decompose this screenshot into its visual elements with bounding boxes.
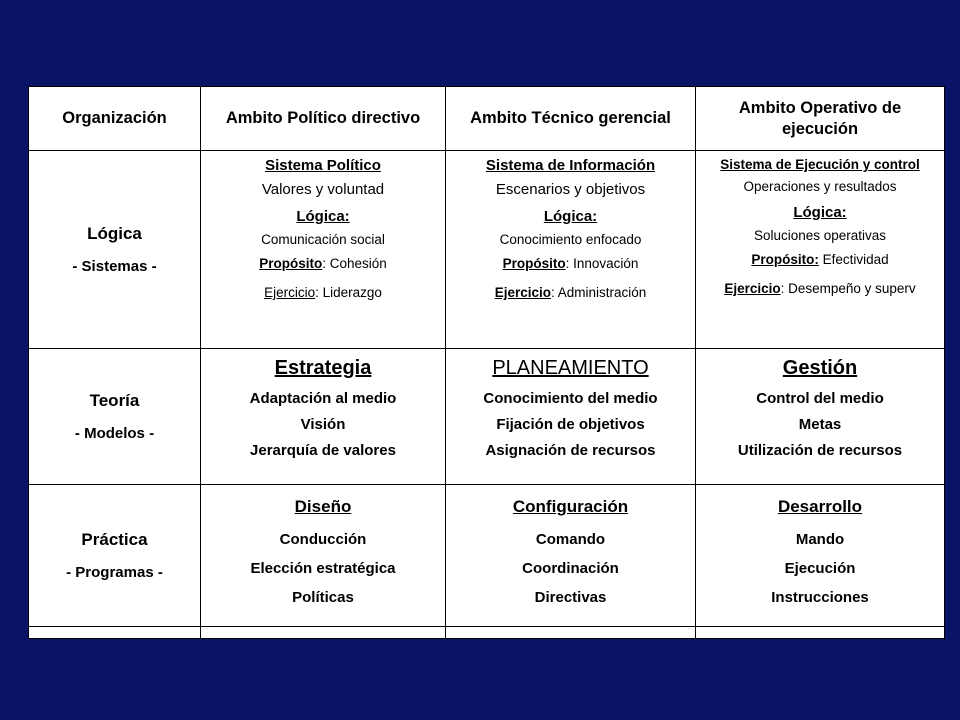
- cell-line: Asignación de recursos: [485, 442, 656, 459]
- cell-line: Metas: [798, 416, 842, 433]
- header-ambito-tecnico: Ambito Técnico gerencial: [446, 87, 696, 151]
- sistemas-row: [29, 151, 945, 349]
- logica-value: Comunicación social: [261, 232, 385, 247]
- ejercicio-line: [205, 285, 441, 300]
- cell-estrategia: [201, 349, 446, 485]
- modelos-row: [29, 349, 945, 485]
- ejercicio-label: Ejercicio: [494, 285, 551, 300]
- row-head-programas: [29, 485, 201, 627]
- cell-configuracion: [446, 485, 696, 627]
- cell-line: Comando: [535, 531, 606, 548]
- proposito-label: Propósito:: [751, 252, 819, 267]
- cell-title: Sistema de Información: [485, 157, 656, 174]
- ejercicio-label: Ejercicio: [264, 285, 316, 300]
- proposito-line: [205, 256, 441, 271]
- proposito-line: [450, 256, 691, 271]
- cell-line: Instrucciones: [771, 589, 869, 606]
- cell-diseno: [201, 485, 446, 627]
- cell-line: Utilización de recursos: [737, 442, 903, 459]
- cell-title: Configuración: [512, 497, 629, 516]
- proposito-value: Efectividad: [818, 252, 889, 267]
- cell-title: Desarrollo: [777, 497, 863, 516]
- cell-line: Operaciones y resultados: [743, 179, 897, 194]
- ejercicio-line: [700, 281, 940, 296]
- cell-sistema-ejecucion: [696, 151, 945, 349]
- cell-line: Escenarios y objetivos: [495, 181, 646, 198]
- cell-line: Conocimiento del medio: [483, 390, 658, 407]
- cell-line: Políticas: [292, 589, 354, 606]
- row-sublabel: - Programas -: [66, 564, 163, 581]
- cell-title: Diseño: [294, 497, 352, 516]
- cell-line: Adaptación al medio: [249, 390, 397, 407]
- cell-planeamiento: [446, 349, 696, 485]
- logica-label: Lógica:: [793, 204, 847, 221]
- row-sublabel: - Sistemas -: [72, 258, 157, 275]
- cell-line: Conducción: [279, 531, 367, 548]
- cell-gestion: [696, 349, 945, 485]
- cell-line: Visión: [300, 416, 346, 433]
- row-head-sistemas: [29, 151, 201, 349]
- logica-value: Conocimiento enfocado: [499, 232, 642, 247]
- empty-cell: [201, 627, 446, 639]
- ejercicio-value: : Administración: [550, 285, 647, 300]
- programas-row: [29, 485, 945, 627]
- row-label: Lógica: [87, 224, 142, 243]
- proposito-value: : Cohesión: [322, 256, 387, 271]
- row-label: Teoría: [89, 391, 140, 410]
- proposito-line: [700, 252, 940, 267]
- cell-line: Coordinación: [522, 560, 619, 577]
- empty-cell: [446, 627, 696, 639]
- header-organizacion: Organización: [29, 87, 201, 151]
- cell-sistema-politico: [201, 151, 446, 349]
- logica-value: Soluciones operativas: [753, 228, 887, 243]
- cell-line: Elección estratégica: [250, 560, 396, 577]
- cell-desarrollo: [696, 485, 945, 627]
- cell-line: Mando: [795, 531, 845, 548]
- cell-line: Ejecución: [784, 560, 856, 577]
- ejercicio-label: Ejercicio: [724, 281, 781, 296]
- header-row: [29, 87, 945, 151]
- cell-line: Fijación de objetivos: [496, 416, 645, 433]
- proposito-value: : Innovación: [565, 256, 639, 271]
- row-sublabel: - Modelos -: [74, 425, 155, 442]
- cell-line: Valores y voluntad: [261, 181, 385, 198]
- cell-title: Sistema Político: [265, 157, 381, 174]
- cell-title: Sistema de Ejecución y control: [720, 157, 920, 172]
- cell-sistema-informacion: [446, 151, 696, 349]
- header-ambito-politico: Ambito Político directivo: [201, 87, 446, 151]
- header-ambito-operativo: Ambito Operativo de ejecución: [696, 87, 945, 151]
- cell-line: Control del medio: [756, 390, 884, 407]
- logica-label: Lógica:: [543, 208, 598, 225]
- empty-cell: [696, 627, 945, 639]
- ejercicio-line: [450, 285, 691, 300]
- ejercicio-value: : Liderazgo: [315, 285, 382, 300]
- empty-cell: [29, 627, 201, 639]
- cell-title: Estrategia: [274, 357, 372, 379]
- row-head-modelos: [29, 349, 201, 485]
- empty-bottom-row: [29, 627, 945, 639]
- cell-title: PLANEAMIENTO: [492, 357, 649, 379]
- logica-label: Lógica:: [296, 208, 350, 225]
- organization-matrix-table: [28, 86, 945, 639]
- cell-line: Directivas: [534, 589, 607, 606]
- cell-title: Gestión: [782, 357, 858, 379]
- row-label: Práctica: [81, 530, 148, 549]
- cell-line: Jerarquía de valores: [250, 442, 396, 459]
- proposito-label: Propósito: [259, 256, 323, 271]
- proposito-label: Propósito: [502, 256, 566, 271]
- ejercicio-value: : Desempeño y superv: [780, 281, 916, 296]
